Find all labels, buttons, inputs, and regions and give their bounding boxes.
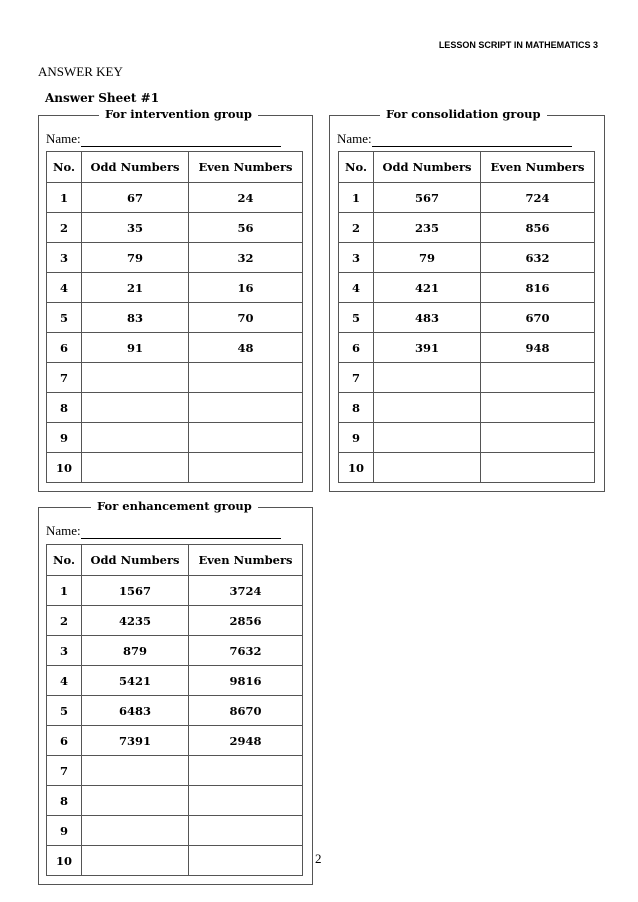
even-number-cell: 8670 — [189, 696, 303, 726]
table-row — [339, 243, 595, 273]
table-row — [47, 786, 303, 816]
table-row — [47, 393, 303, 423]
table-row — [47, 273, 303, 303]
odd-number-cell — [374, 453, 481, 483]
row-number-cell: 2 — [47, 213, 82, 243]
row-number-cell: 9 — [339, 423, 374, 453]
name-label: Name: — [46, 131, 81, 146]
odd-number-cell: 67 — [82, 183, 189, 213]
numbers-table — [338, 151, 595, 483]
odd-number-cell: 91 — [82, 333, 189, 363]
table-row — [47, 243, 303, 273]
name-field — [46, 523, 281, 539]
row-number-cell: 5 — [47, 696, 82, 726]
odd-number-cell: 7391 — [82, 726, 189, 756]
odd-number-cell: 391 — [374, 333, 481, 363]
row-number-cell: 8 — [47, 786, 82, 816]
header-even-numbers: Even Numbers — [481, 152, 595, 183]
odd-number-cell: 483 — [374, 303, 481, 333]
row-number-cell: 6 — [47, 726, 82, 756]
row-number-cell: 7 — [339, 363, 374, 393]
row-number-cell: 3 — [47, 636, 82, 666]
odd-number-cell — [82, 816, 189, 846]
name-label: Name: — [46, 523, 81, 538]
page-number: 2 — [315, 851, 322, 866]
row-number-cell: 1 — [47, 576, 82, 606]
odd-number-cell: 4235 — [82, 606, 189, 636]
odd-number-cell — [82, 393, 189, 423]
table-row — [47, 846, 303, 876]
row-number-cell: 4 — [47, 273, 82, 303]
group-title: For enhancement group — [91, 499, 258, 513]
table-row — [47, 726, 303, 756]
table-header-row — [47, 152, 303, 183]
table-row — [47, 606, 303, 636]
even-number-cell — [481, 423, 595, 453]
even-number-cell: 7632 — [189, 636, 303, 666]
even-number-cell: 948 — [481, 333, 595, 363]
row-number-cell: 1 — [47, 183, 82, 213]
even-number-cell: 48 — [189, 333, 303, 363]
even-number-cell: 2948 — [189, 726, 303, 756]
row-number-cell: 6 — [339, 333, 374, 363]
even-number-cell — [189, 756, 303, 786]
even-number-cell — [481, 363, 595, 393]
odd-number-cell: 421 — [374, 273, 481, 303]
table-header-row — [339, 152, 595, 183]
table-row — [47, 756, 303, 786]
header-even-numbers: Even Numbers — [189, 545, 303, 576]
table-row — [47, 423, 303, 453]
even-number-cell: 32 — [189, 243, 303, 273]
row-number-cell: 10 — [47, 453, 82, 483]
odd-number-cell: 5421 — [82, 666, 189, 696]
table-row — [339, 333, 595, 363]
row-number-cell: 2 — [47, 606, 82, 636]
table-row — [339, 423, 595, 453]
header-odd-numbers: Odd Numbers — [82, 545, 189, 576]
odd-number-cell — [82, 846, 189, 876]
even-number-cell: 24 — [189, 183, 303, 213]
table-row — [339, 213, 595, 243]
odd-number-cell — [374, 393, 481, 423]
header-no: No. — [47, 152, 82, 183]
even-number-cell: 16 — [189, 273, 303, 303]
answer-key-label: ANSWER KEY — [38, 64, 123, 79]
table-row — [47, 183, 303, 213]
row-number-cell: 7 — [47, 756, 82, 786]
even-number-cell: 9816 — [189, 666, 303, 696]
even-number-cell — [481, 453, 595, 483]
consolidation-group-box — [329, 107, 605, 492]
row-number-cell: 3 — [339, 243, 374, 273]
row-number-cell: 1 — [339, 183, 374, 213]
odd-number-cell: 879 — [82, 636, 189, 666]
table-row — [47, 636, 303, 666]
even-number-cell: 2856 — [189, 606, 303, 636]
row-number-cell: 10 — [339, 453, 374, 483]
group-title: For consolidation group — [380, 107, 547, 121]
table-row — [47, 696, 303, 726]
odd-number-cell: 83 — [82, 303, 189, 333]
row-number-cell: 5 — [339, 303, 374, 333]
row-number-cell: 2 — [339, 213, 374, 243]
numbers-table — [46, 544, 303, 876]
table-row — [339, 363, 595, 393]
even-number-cell — [189, 816, 303, 846]
table-row — [47, 303, 303, 333]
answer-sheet-title: Answer Sheet #1 — [45, 91, 160, 105]
row-number-cell: 5 — [47, 303, 82, 333]
row-number-cell: 7 — [47, 363, 82, 393]
table-row — [339, 303, 595, 333]
header-odd-numbers: Odd Numbers — [374, 152, 481, 183]
even-number-cell — [189, 423, 303, 453]
row-number-cell: 9 — [47, 816, 82, 846]
name-underline — [372, 133, 572, 147]
table-row — [339, 393, 595, 423]
document-header: LESSON SCRIPT IN MATHEMATICS 3 — [438, 40, 598, 50]
odd-number-cell — [82, 363, 189, 393]
even-number-cell: 56 — [189, 213, 303, 243]
name-underline — [81, 133, 281, 147]
odd-number-cell — [374, 363, 481, 393]
table-row — [339, 453, 595, 483]
even-number-cell — [189, 846, 303, 876]
odd-number-cell: 1567 — [82, 576, 189, 606]
row-number-cell: 6 — [47, 333, 82, 363]
table-header-row — [47, 545, 303, 576]
odd-number-cell: 6483 — [82, 696, 189, 726]
even-number-cell — [189, 786, 303, 816]
even-number-cell — [189, 363, 303, 393]
even-number-cell: 856 — [481, 213, 595, 243]
odd-number-cell — [82, 453, 189, 483]
row-number-cell: 4 — [47, 666, 82, 696]
numbers-table — [46, 151, 303, 483]
odd-number-cell: 21 — [82, 273, 189, 303]
even-number-cell: 3724 — [189, 576, 303, 606]
table-row — [47, 213, 303, 243]
odd-number-cell: 235 — [374, 213, 481, 243]
odd-number-cell — [374, 423, 481, 453]
even-number-cell — [189, 453, 303, 483]
name-field — [337, 131, 572, 147]
group-title: For intervention group — [99, 107, 258, 121]
odd-number-cell — [82, 423, 189, 453]
header-no: No. — [47, 545, 82, 576]
table-row — [339, 273, 595, 303]
table-row — [47, 816, 303, 846]
even-number-cell: 70 — [189, 303, 303, 333]
row-number-cell: 8 — [339, 393, 374, 423]
header-even-numbers: Even Numbers — [189, 152, 303, 183]
table-row — [47, 333, 303, 363]
row-number-cell: 10 — [47, 846, 82, 876]
row-number-cell: 4 — [339, 273, 374, 303]
header-no: No. — [339, 152, 374, 183]
odd-number-cell: 35 — [82, 213, 189, 243]
row-number-cell: 9 — [47, 423, 82, 453]
table-row — [47, 363, 303, 393]
odd-number-cell — [82, 756, 189, 786]
table-row — [47, 666, 303, 696]
enhancement-group-box — [38, 499, 313, 885]
even-number-cell — [481, 393, 595, 423]
odd-number-cell — [82, 786, 189, 816]
header-odd-numbers: Odd Numbers — [82, 152, 189, 183]
odd-number-cell: 79 — [374, 243, 481, 273]
row-number-cell: 3 — [47, 243, 82, 273]
name-field — [46, 131, 281, 147]
odd-number-cell: 79 — [82, 243, 189, 273]
even-number-cell: 816 — [481, 273, 595, 303]
intervention-group-box — [38, 107, 313, 492]
odd-number-cell: 567 — [374, 183, 481, 213]
table-row — [339, 183, 595, 213]
table-row — [47, 453, 303, 483]
name-underline — [81, 525, 281, 539]
name-label: Name: — [337, 131, 372, 146]
even-number-cell: 724 — [481, 183, 595, 213]
even-number-cell: 632 — [481, 243, 595, 273]
even-number-cell: 670 — [481, 303, 595, 333]
even-number-cell — [189, 393, 303, 423]
table-row — [47, 576, 303, 606]
row-number-cell: 8 — [47, 393, 82, 423]
